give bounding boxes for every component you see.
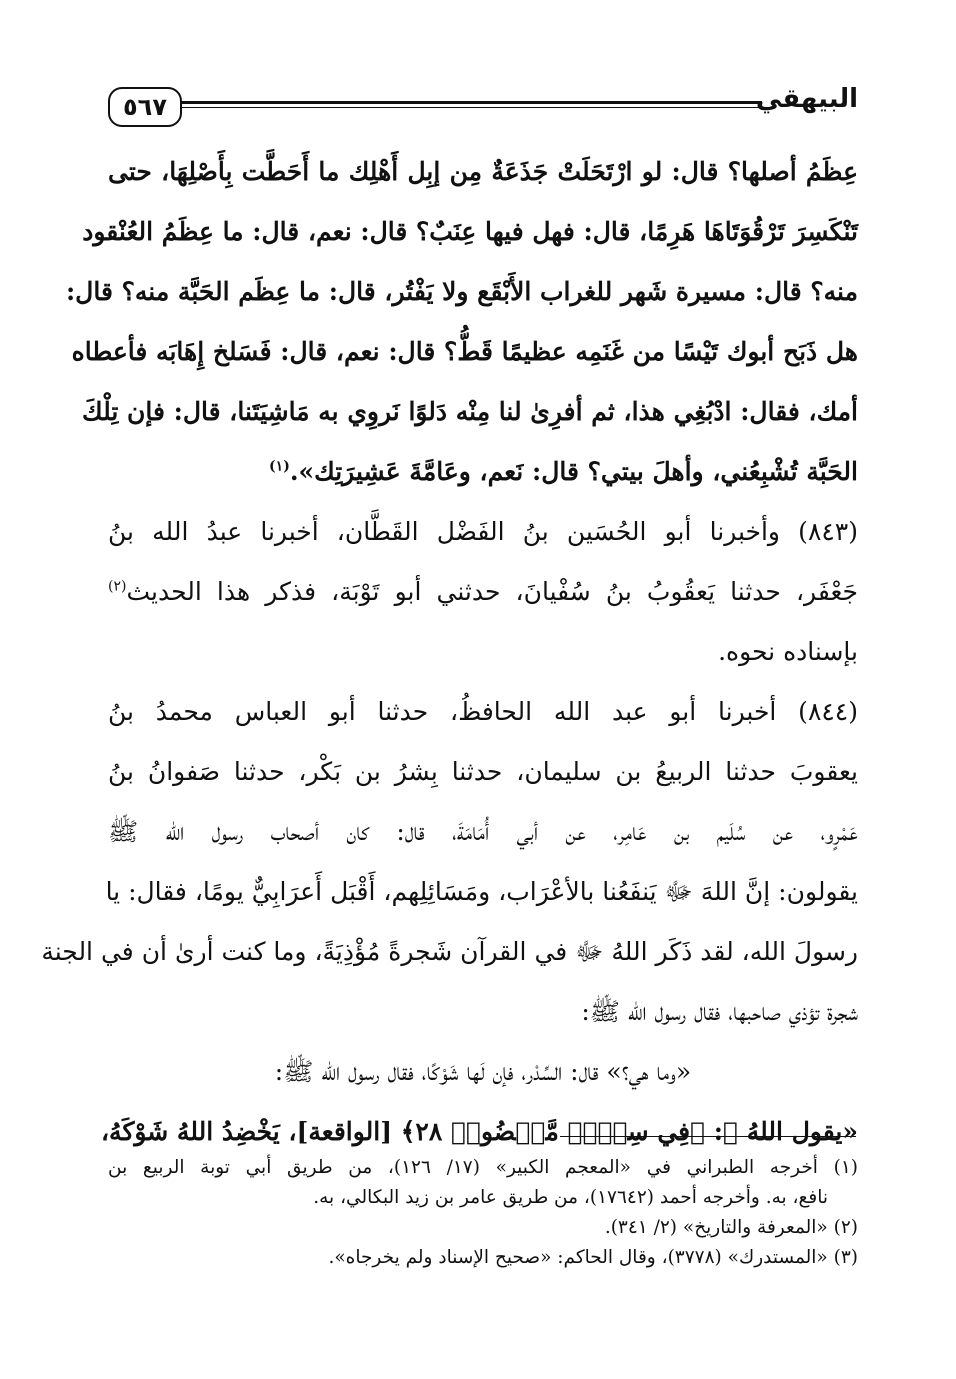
footnote-line: (١) أخرجه الطبراني في «المعجم الكبير» (١٧/ ١٢٦)، من طريق أبي توبة الربيع بن [108, 1157, 858, 1178]
text-line [108, 742, 858, 802]
line-text: منه؟ قال: مسيرة شَهر للغراب الأَبْقَع ولا يَفْتُر، قال: ما عِظَم الحَبَّة منه؟ قال: [65, 277, 858, 306]
footnote-marker: (٢) [108, 578, 127, 595]
text-line [41, 922, 858, 982]
text-line [108, 982, 858, 1042]
text-line [108, 622, 858, 682]
line-text: يقولون: إنَّ اللهَ ﷻ يَنفَعُنا بالأعْرَاب، ومَسَائِلِهم، أَقْبَل أَعرَابِيٌّ يومًا، فقال: يا [105, 877, 858, 906]
text-line [108, 442, 858, 502]
line-text: أمك، فقال: ادْبُغِي هذا، ثم أفرِىٰ لنا مِنْه دَلوًا نَروِي به مَاشِيَتَنا، قال: فإن تِلْكَ [82, 397, 858, 426]
header-rule-thin [182, 107, 762, 108]
footnote-marker: (١) [269, 458, 290, 475]
page-number-frame [108, 87, 182, 127]
text-line [82, 202, 858, 262]
footnote-separator [560, 1136, 856, 1137]
text-line [82, 382, 858, 442]
line-text: الحَبَّة تُشْبِعُني، وأهلَ بيتي؟ قال: نَعم، وعَامَّةَ عَشِيرَتِك». [289, 457, 858, 486]
line-text: (٨٤٤) أخبرنا أبو عبد الله الحافظُ، حدثنا أبو العباس محمدُ بنُ [108, 697, 858, 726]
text-line [108, 1042, 858, 1102]
line-text: (٨٤٣) وأخبرنا أبو الحُسَين بنُ الفَضْل القَطَّان، أخبرنا عبدُ الله بنُ [108, 517, 858, 546]
text-line [71, 322, 858, 382]
footnote-line: (٢) «المعرفة والتاريخ» (٢/ ٣٤١). [604, 1217, 858, 1238]
line-text: هل ذَبَح أبوك تَيْسًا من غَنَمِه عظيمًا قَطُّ؟ قال: نعم، قال: فَسَلخ إِهَابَه فأعطاه [71, 337, 858, 366]
paragraph-start-line [108, 502, 858, 562]
header-title: البيهقي [755, 84, 858, 114]
text-line [108, 142, 858, 202]
line-text: «وما هي؟» قال: السِّدْر، فإن لَها شَوْكًا، فقال رسول الله ﷺ: [274, 1057, 692, 1086]
paragraph-start-line [108, 682, 858, 742]
text-line [108, 802, 858, 862]
line-text: بإسناده نحوه. [718, 637, 858, 666]
line-text: جَعْفَر، حدثنا يَعقُوبُ بنُ سُفْيانَ، حدثني أبو تَوْبَة، فذكر هذا الحديث [126, 577, 858, 606]
line-text: عِظَمُ أصلها؟ قال: لو ارْتَحَلَتْ جَذَعَةٌ مِن إبِل أَهْلِك ما أَحَطَّت بِأَصْلِهَا، حتى [108, 157, 858, 186]
text-line [105, 862, 858, 922]
footnote-line: نافع، به. وأخرجه أحمد (١٧٦٤٢)، من طريق عامر بن زيد البكالي، به. [313, 1187, 828, 1208]
running-header [108, 84, 858, 134]
line-text: «يقول اللهُ ﷻ: ﴿فِي سِدۡرٖ مَّخۡضُودٖ ٢٨﴾ [الواقعة]، يَخْضِدُ اللهُ شَوْكَهُ، [100, 1117, 858, 1146]
line-text: عَمْرٍو، عن سُلَيم بن عَامِر، عن أبي أُمَامَةَ، قال: كان أصحاب رسول الله ﷺ [108, 817, 858, 846]
page-number: ٥٦٧ [123, 93, 167, 121]
header-rule [182, 101, 762, 104]
footnotes [108, 1153, 858, 1273]
footnote-line: (٣) «المستدرك» (٣٧٧٨)، وقال الحاكم: «صحيح الإسناد ولم يخرجاه». [328, 1247, 858, 1268]
line-text: تَنْكَسِرَ تَرْقُوَتَاهَا هَرِمًا، قال: فهل فيها عِنَبٌ؟ قال: نعم، قال: ما عِظَمُ العُنْقود [82, 217, 858, 246]
text-line [65, 262, 858, 322]
line-text: شجرة تؤذي صاحبها، فقال رسول الله ﷺ: [581, 997, 858, 1026]
line-text: رسولَ الله، لقد ذَكَر اللهُ ﷻ في القرآن شَجرةً مُؤْذِيَةً، وما كنت أرىٰ أن في الجنة [41, 937, 858, 966]
main-text [41, 142, 858, 1162]
line-text: يعقوبَ حدثنا الربيعُ بن سليمان، حدثنا بِشرُ بن بَكْر، حدثنا صَفوانُ بنُ [108, 757, 858, 786]
text-line [108, 562, 858, 622]
